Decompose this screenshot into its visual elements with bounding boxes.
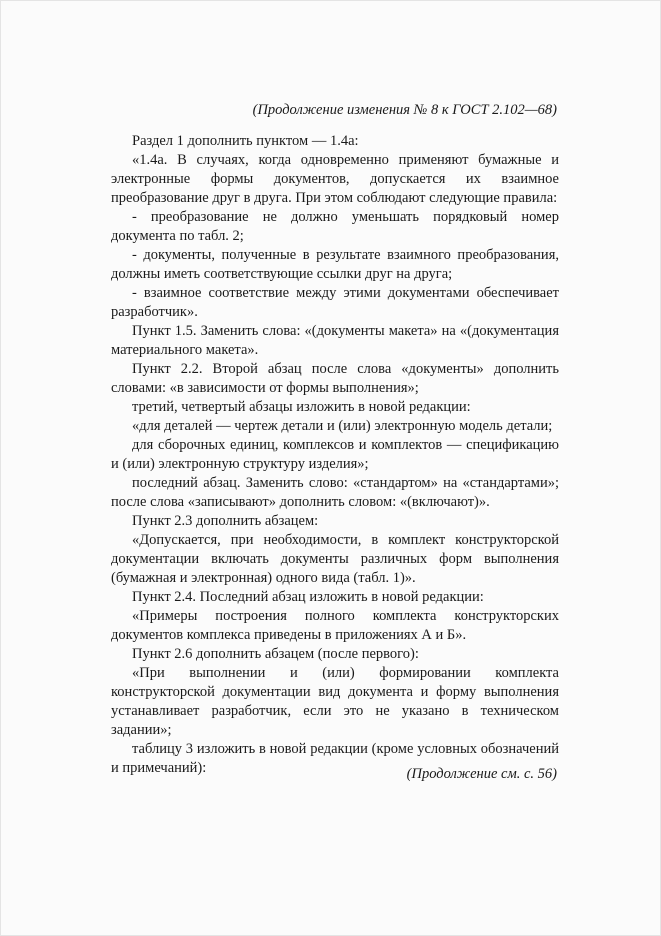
paragraph: «Примеры построения полного комплекта конструкторских документов комплекса приведены в приложениях А и Б».: [111, 608, 559, 643]
header-continuation-note: (Продолжение изменения № 8 к ГОСТ 2.102—68): [252, 102, 557, 118]
paragraph: Пункт 2.2. Второй абзац после слова «документы» дополнить словами: «в зависимости от формы выполнения»;: [111, 361, 559, 396]
paragraph: «При выполнении и (или) формировании комплекта конструкторской документации вид документа и форму выполнения устанавливает разработчик, если это не указано в техническом задании»;: [111, 665, 559, 738]
footer-continuation-note: (Продолжение см. с. 56): [406, 766, 557, 782]
paragraph: Пункт 2.4. Последний абзац изложить в новой редакции:: [132, 589, 484, 605]
document-body: [111, 132, 559, 778]
paragraph: - преобразование не должно уменьшать порядковый номер документа по табл. 2;: [111, 209, 559, 244]
paragraph: третий, четвертый абзацы изложить в новой редакции:: [132, 399, 471, 415]
paragraph: Пункт 2.6 дополнить абзацем (после первого):: [132, 646, 419, 662]
paragraph: таблицу 3 изложить в новой редакции (кроме условных обозначений и примечаний):: [111, 741, 559, 776]
paragraph: Пункт 1.5. Заменить слова: «(документы макета» на «(документация материального макета».: [111, 323, 559, 358]
paragraph: - документы, полученные в результате взаимного преобразования, должны иметь соответствующие ссылки друг на друга;: [111, 247, 559, 282]
paragraph: Раздел 1 дополнить пунктом — 1.4а:: [132, 133, 359, 149]
paragraph: «1.4а. В случаях, когда одновременно применяют бумажные и электронные формы документов, допускается их взаимное преобразование друг в друга. При этом соблюдают следующие правила:: [111, 152, 559, 206]
paragraph: для сборочных единиц, комплексов и комплектов — спецификацию и (или) электронную структуру изделия»;: [111, 437, 559, 472]
paragraph: Пункт 2.3 дополнить абзацем:: [132, 513, 319, 529]
paragraph: - взаимное соответствие между этими документами обеспечивает разработчик».: [111, 285, 559, 320]
paragraph: «для деталей — чертеж детали и (или) электронную модель детали;: [132, 418, 553, 434]
paragraph: последний абзац. Заменить слово: «стандартом» на «стандартами»; после слова «записывают» дополнить словом: «(включают)».: [111, 475, 559, 510]
paragraph: «Допускается, при необходимости, в комплект конструкторской документации включать документы различных форм выполнения (бумажная и электронная) одного вида (табл. 1)».: [111, 532, 559, 586]
